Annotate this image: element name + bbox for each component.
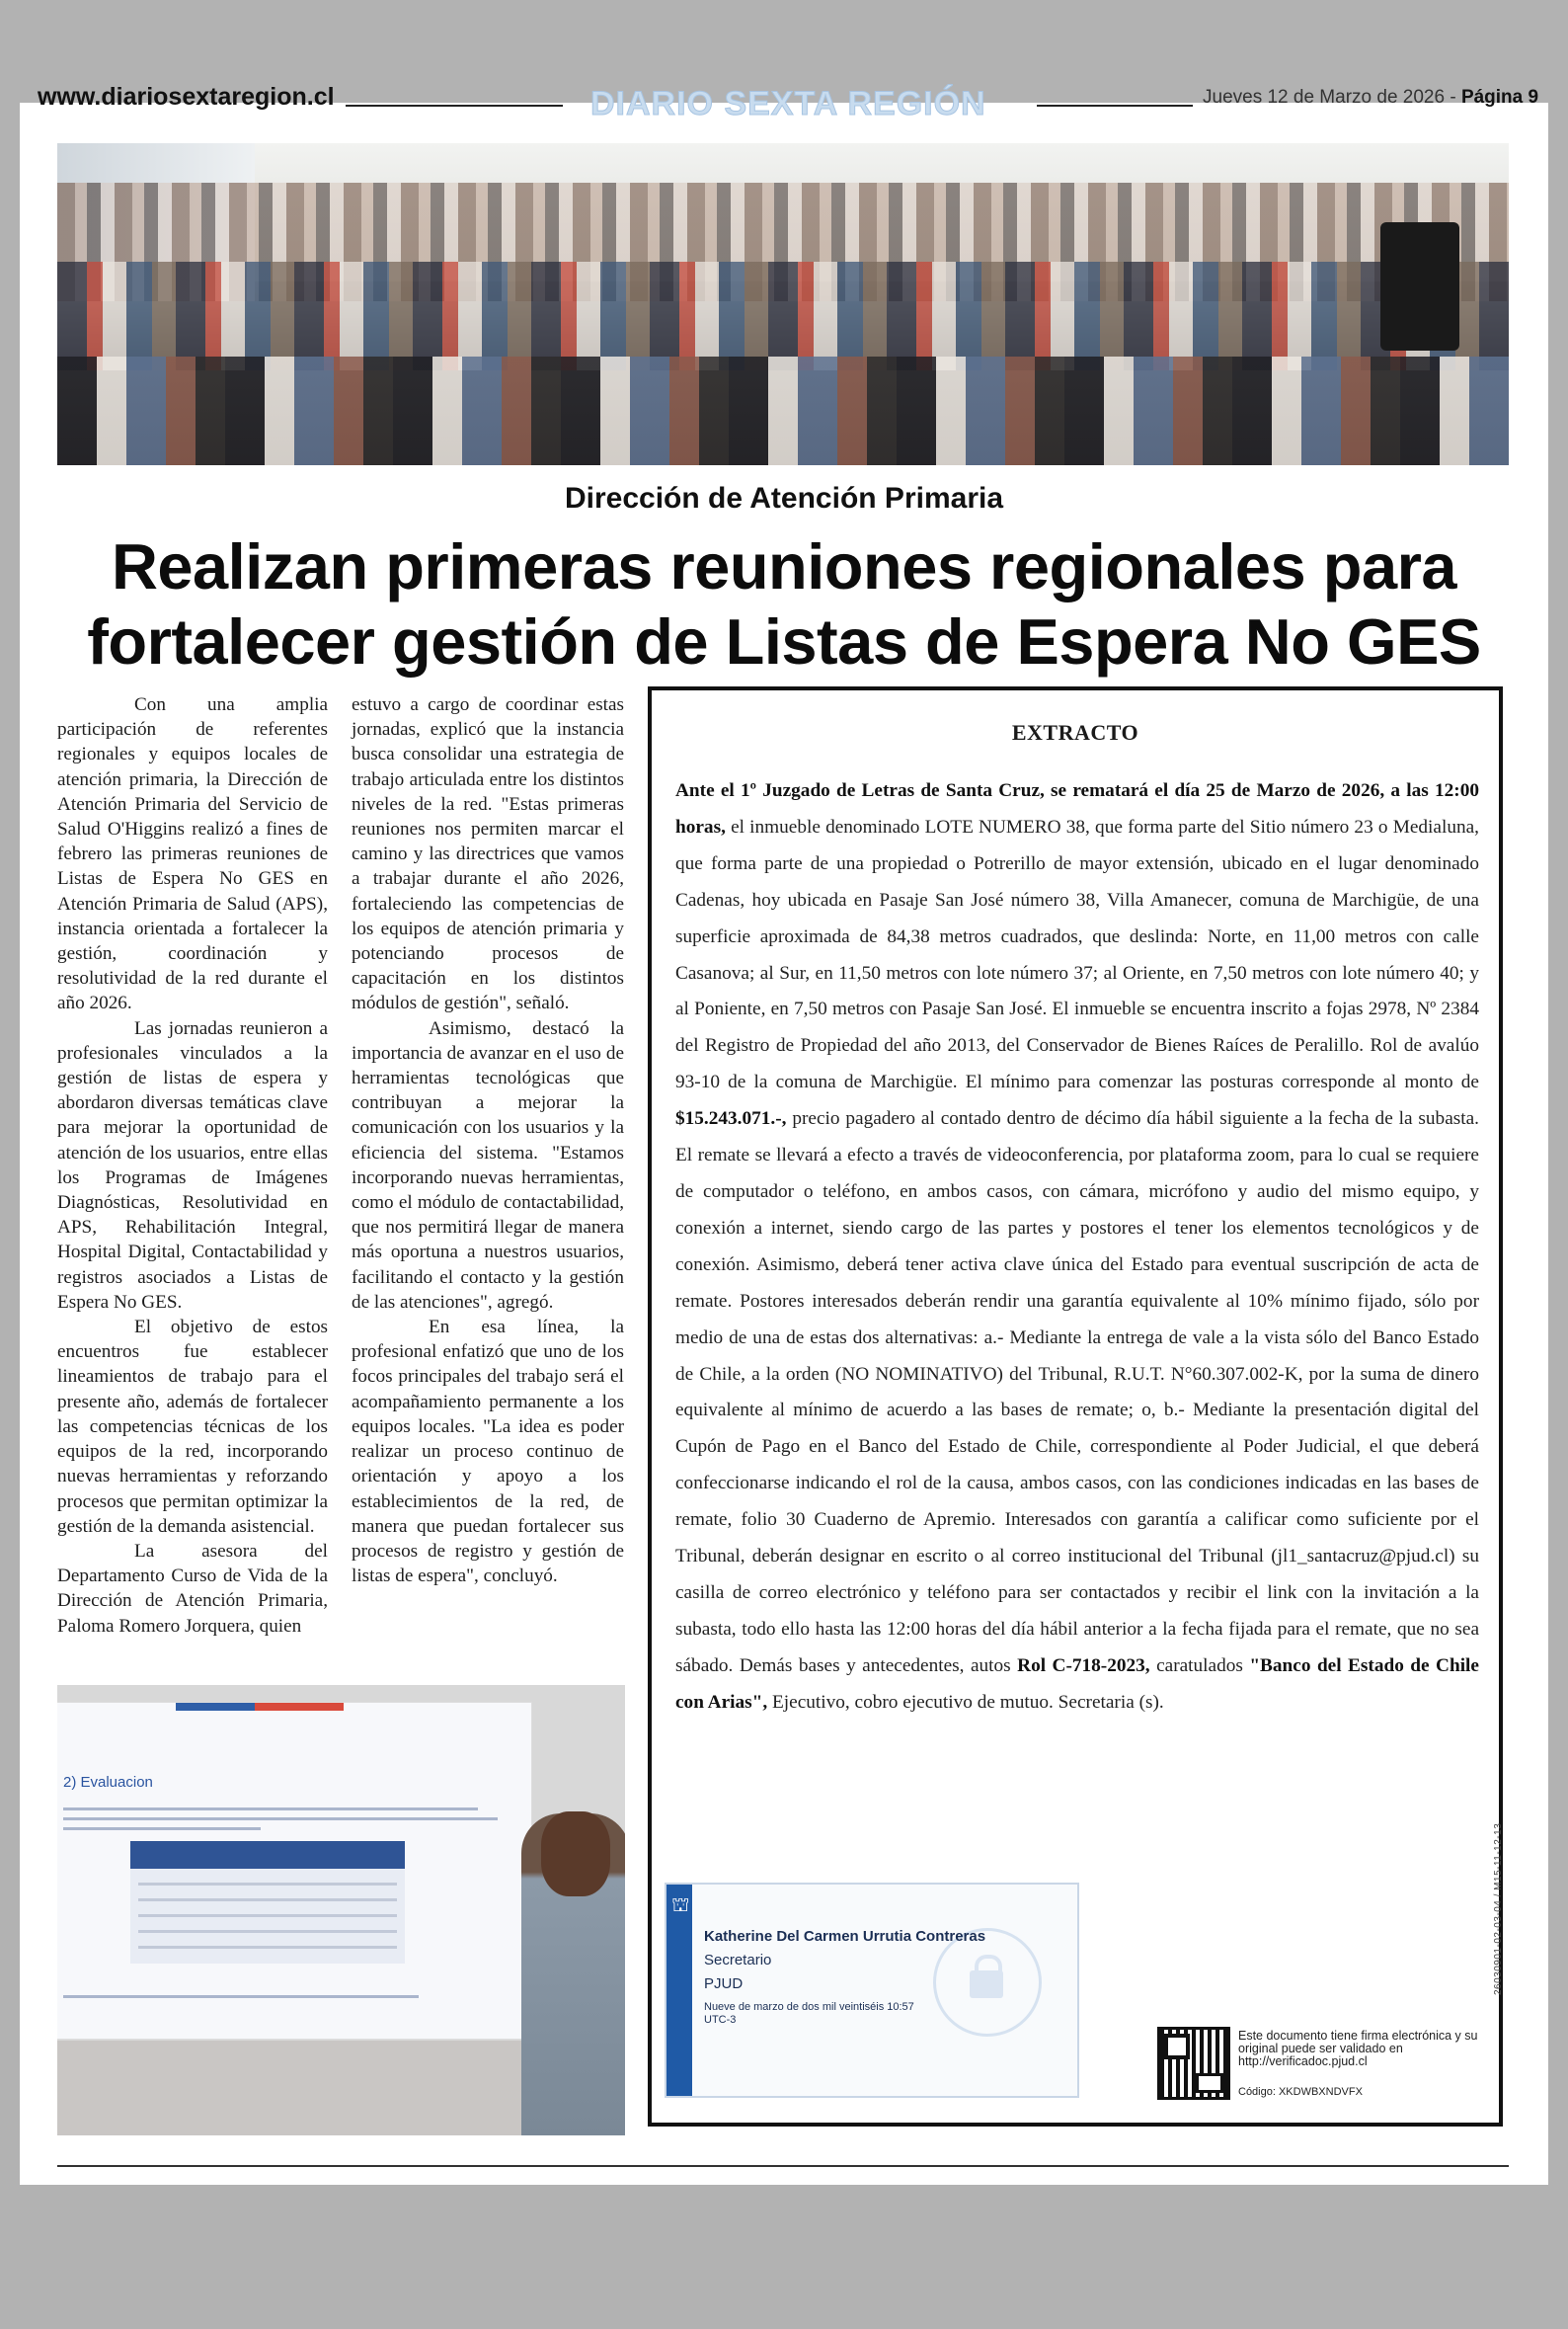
article-paragraph: El objetivo de estos encuentros fue establecer lineamientos de trabajo para el presente año, además de fortalecer las competencias técnicas de los equipos de la red, incorporando nuevas herramientas y reforzando procesos que permitan optimizar la gestión de la demanda asistencial.	[57, 1317, 328, 1537]
notice-title: EXTRACTO	[1011, 720, 1139, 745]
courthouse-icon: ⛫	[671, 1892, 690, 1916]
front-row-people	[57, 357, 1509, 465]
slide-accent-red	[255, 1703, 344, 1711]
date-text: Jueves 12 de Marzo de 2026 -	[1203, 87, 1461, 108]
presentation-photo	[57, 1685, 625, 2135]
notice-lead: Ante el 1º Juzgado de Letras de Santa Cruz, se rematará el día 25 de Marzo de 2026, a las 12:00 horas,	[675, 780, 1479, 838]
electronic-signature	[665, 1883, 1079, 2098]
signer-name: Katherine Del Carmen Urrutia Contreras	[704, 1928, 986, 1945]
footer-rule	[57, 2165, 1509, 2167]
notice-rol: Rol C-718-2023,	[1017, 1654, 1150, 1676]
notice-text: precio pagadero al contado dentro de décimo día hábil siguiente a la fecha de la subasta. El remate se llevará a efecto a través de videoconferencia, por plataforma zoom, para lo cual se requiere de computador o teléfono, en ambos casos, con cámara, micrófono y audio del mismo equipo, y conexión a internet, siendo cargo de las partes y postores el tener los elementos tecnológicos y de conexión. Asimismo, deberá tener activa clave única del Estado para eventual suscripción de acta de remate. Postores interesados deberán rendir una garantía equivalente al 10% mínimo fijado, sólo por medio de una de estas dos alternativas: a.- Mediante la entrega de vale a la vista sólo del Banco Estado de Chile, a la orden (NO NOMINATIVO) del Tribunal, R.U.T. N°60.307.002-K, por la suma de dinero equivalente al mínimo de acuerdo a las bases de remate; o, b.- Mediante la presentación digital del Cupón de Pago en el Banco del Estado de Chile, correspondiente al Poder Judicial, el que deberá confeccionarse indicando el rol de la causa, ambos casos, con las condiciones indicadas en las bases de remate, folio 30 Cuaderno de Apremio. Interesados con garantía a calificar como suficiente por el Tribunal, deberán designar en escrito o al correo institucional del Tribunal (jl1_santacruz@pjud.cl) su casilla de correo electrónico y teléfono para ser contactados y recibir el link con la invitación a la subasta, todo ello hasta las 12:00 horas del día hábil anterior a la fecha fijada para el remate, que no sea sábado. Demás bases y antecedentes, autos	[675, 1108, 1479, 1676]
article-paragraph: En esa línea, la profesional enfatizó que uno de los focos principales del trabajo será el acompañamiento permanente a los equipos locales. "La idea es poder realizar un proceso continuo de orientación y apoyo a los establecimientos de la red, de manera que puedan fortalecer sus procesos de registro y gestión de listas de espera", concluyó.	[352, 1317, 624, 1587]
site-url: www.diariosextaregion.cl	[38, 83, 335, 111]
notice-text: caratulados	[1149, 1654, 1250, 1676]
article-paragraph: estuvo a cargo de coordinar estas jornadas, explicó que la instancia busca consolidar una estrategia de trabajo articulada entre los distintos niveles de la red. "Estas primeras reuniones nos permiten marcar el camino y las directrices que vamos a trabajar durante el año 2026, fortaleciendo las competencias de los equipos de atención primaria y potenciando procesos de capacitación en los distintos módulos de gestión", señaló.	[352, 694, 624, 1014]
article-paragraph: Las jornadas reunieron a profesionales vinculados a la gestión de listas de espera y abordaron diversas temáticas clave para mejorar la oportunidad de atención de los usuarios, entre ellas los Programas de Imágenes Diagnósticas, Resolutividad en APS, Rehabilitación Integral, Hospital Digital, Contactabilidad y registros asociados a Listas de Espera No GES.	[57, 1017, 328, 1313]
speaker-head	[541, 1811, 610, 1896]
slide-title: 2) Evaluacion	[63, 1774, 153, 1791]
slide-table-row	[138, 1883, 397, 1886]
header-rule-right	[1037, 105, 1193, 107]
slide-table-row	[138, 1930, 397, 1933]
signer-role: Secretario	[704, 1952, 772, 1968]
middle-row-people	[57, 262, 1509, 370]
projected-slide	[57, 1703, 531, 2039]
group-photo	[57, 143, 1509, 465]
vertical-print-code: 26030901-02-03-04 / M15-11-12-13	[1493, 1822, 1504, 1995]
article-paragraph: Con una amplia participación de referentes regionales y equipos locales de atención primaria, la Dirección de Atención Primaria del Servicio de Salud O'Higgins realizó a fines de febrero las primeras reuniones de Listas de Espera No GES en Atención Primaria de Salud (APS), instancia orientada a fortalecer la gestión, coordinación y resolutividad de la red durante el año 2026.	[57, 694, 328, 1014]
notice-caratula: "Banco del Estado de Chile con Arias",	[675, 1654, 1479, 1713]
slide-text-line	[63, 1817, 498, 1820]
speaker-cabinet	[1380, 222, 1459, 351]
photo-floor	[57, 2041, 531, 2135]
signature-date: Nueve de marzo de dos mil veintiséis 10:57 UTC-3	[704, 2001, 914, 2026]
slide-table-header	[130, 1841, 405, 1869]
slide-table-row	[138, 1914, 397, 1917]
slide-text-line	[63, 1995, 419, 1998]
notice-body	[675, 773, 1479, 1722]
article-kicker: Dirección de Atención Primaria	[564, 482, 1004, 515]
article-column-2	[352, 692, 624, 1588]
newspaper-brand: DIARIO SEXTA REGIÓN	[590, 85, 986, 122]
slide-text-line	[63, 1827, 261, 1830]
slide-accent-blue	[176, 1703, 255, 1711]
slide-table-row	[138, 1946, 397, 1949]
article-paragraph: Asimismo, destacó la importancia de avanzar en el uso de herramientas tecnológicas que contribuyan a mejorar la comunicación con los usuarios y la eficiencia del sistema. "Estamos incorporando nuevas herramientas, como el módulo de contactabilidad, que nos permitirá llegar de manera más oportuna a nuestros usuarios, facilitando el contacto y la gestión de las atenciones", agregó.	[352, 1017, 624, 1313]
notice-text: el inmueble denominado LOTE NUMERO 38, que forma parte del Sitio número 23 o Medialuna, que forma parte de una propiedad o Potrerillo de mayor extensión, ubicado en el lugar denominado Cadenas, hoy ubicada en Pasaje San José número 38, Villa Amanecer, comuna de Marchigüe, de una superficie aproximada de 84,38 metros cuadrados, que deslinda: Norte, en 11,00 metros con calle Casanova; al Sur, en 11,50 metros con lote número 37; al Oriente, en 7,50 metros con lote número 40; y al Poniente, en 7,50 metros con Pasaje San José. El inmueble se encuentra inscrito a fojas 2978, Nº 2384 del Registro de Propiedad del año 2013, del Conservador de Bienes Raíces de Peralillo. Rol de avalúo 93-10 de la comuna de Marchigüe. El mínimo para comenzar las posturas corresponde al monto de	[675, 816, 1479, 1093]
slide-table-row	[138, 1898, 397, 1901]
header-rule-left	[346, 105, 563, 107]
verification-text: Este documento tiene firma electrónica y su original puede ser validado en http://verificadoc.pjud.cl	[1238, 2029, 1478, 2068]
slide-text-line	[63, 1807, 478, 1810]
article-headline: Realizan primeras reuniones regionales para fortalecer gestión de Listas de Espera No GES	[87, 530, 1481, 678]
page-number: Página 9	[1460, 87, 1539, 108]
article-paragraph: La asesora del Departamento Curso de Vida de la Dirección de Atención Primaria, Paloma Romero Jorquera, quien	[57, 1540, 328, 1637]
signer-org: PJUD	[704, 1975, 744, 1992]
notice-amount: $15.243.071.-,	[675, 1108, 787, 1130]
header-date	[1203, 87, 1538, 109]
qr-code-icon	[1157, 2027, 1230, 2100]
verification-code: Código: XKDWBXNDVFX	[1238, 2086, 1363, 2098]
notice-text: Ejecutivo, cobro ejecutivo de mutuo. Secretaria (s).	[767, 1691, 1164, 1713]
signature-stripe	[666, 1885, 692, 2096]
article-column-1	[57, 692, 328, 1639]
slide-table	[130, 1841, 405, 1964]
